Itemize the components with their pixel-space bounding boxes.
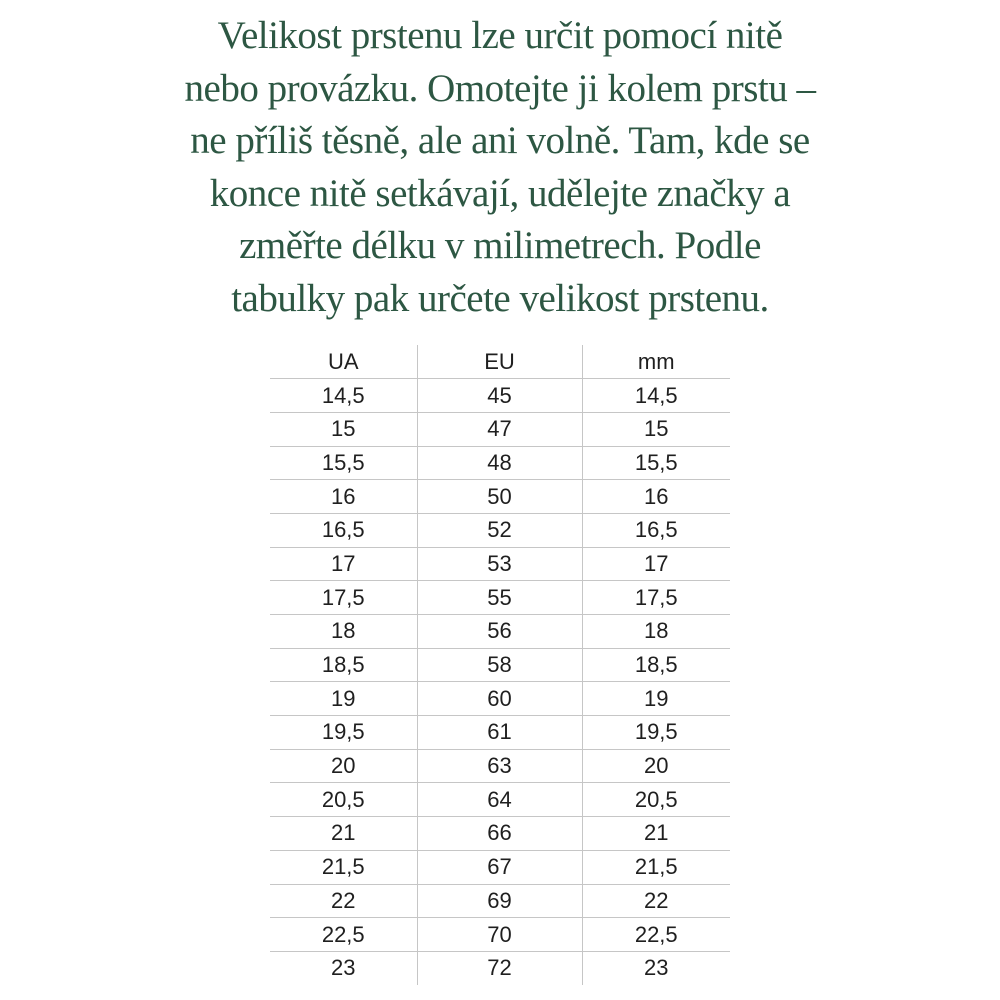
- table-cell: 52: [417, 513, 582, 547]
- table-header: [270, 345, 730, 379]
- ring-size-conversion-table: [270, 345, 730, 985]
- table-cell: 16: [582, 480, 730, 514]
- table-cell: 21: [270, 817, 417, 851]
- table-cell: 45: [417, 379, 582, 413]
- table-cell: 56: [417, 615, 582, 649]
- table-cell: 23: [270, 951, 417, 985]
- table-cell: 21,5: [582, 850, 730, 884]
- table-row: [270, 783, 730, 817]
- table-row: [270, 884, 730, 918]
- table-body: [270, 379, 730, 985]
- table-row: [270, 817, 730, 851]
- table-row: [270, 412, 730, 446]
- table-cell: 21: [582, 817, 730, 851]
- table-row: [270, 581, 730, 615]
- table-cell: 17: [270, 547, 417, 581]
- table-cell: 67: [417, 850, 582, 884]
- table-cell: 22: [582, 884, 730, 918]
- table-cell: 61: [417, 716, 582, 750]
- table-row: [270, 951, 730, 985]
- table-row: [270, 513, 730, 547]
- table-cell: 22: [270, 884, 417, 918]
- table-cell: 15: [582, 412, 730, 446]
- intro-line: konce nitě setkávají, udělejte značky a: [209, 171, 791, 215]
- intro-line: ne příliš těsně, ale ani volně. Tam, kde se: [190, 119, 810, 162]
- table-cell: 69: [417, 884, 582, 918]
- table-cell: 20: [582, 749, 730, 783]
- table-cell: 17,5: [582, 581, 730, 615]
- table-cell: 53: [417, 547, 582, 581]
- table-cell: 55: [417, 581, 582, 615]
- table-row: [270, 547, 730, 581]
- table-cell: 18: [270, 615, 417, 649]
- table-cell: 58: [417, 648, 582, 682]
- table-row: [270, 918, 730, 952]
- table-cell: 21,5: [270, 850, 417, 884]
- table-cell: 47: [417, 412, 582, 446]
- table-row: [270, 749, 730, 783]
- table-cell: 23: [644, 955, 669, 981]
- table-row: [270, 615, 730, 649]
- intro-line: Velikost prstenu lze určit pomocí nitě: [217, 14, 783, 57]
- table-cell: 15,5: [270, 446, 417, 480]
- table-row: [270, 716, 730, 750]
- table-cell: 18,5: [582, 648, 730, 682]
- table-cell: 16: [270, 480, 417, 514]
- table-row: [270, 480, 730, 514]
- table-cell: 72: [417, 951, 582, 985]
- intro-line: nebo provázku. Omotejte ji kolem prstu –: [184, 66, 816, 110]
- table-cell: 17,5: [270, 581, 417, 615]
- table-cell: 22,5: [582, 918, 730, 952]
- table-header-cell: mm: [582, 345, 730, 379]
- table-row: [270, 446, 730, 480]
- table-cell: 18: [582, 615, 730, 649]
- table-row: [270, 682, 730, 716]
- table-cell: 19,5: [270, 716, 417, 750]
- table-cell: 70: [417, 918, 582, 952]
- table-header-row: [270, 345, 730, 379]
- table-cell: 64: [417, 783, 582, 817]
- table-cell: 18,5: [270, 648, 417, 682]
- table-cell: 19,5: [582, 716, 730, 750]
- table-cell: 15: [270, 412, 417, 446]
- table-cell: 19: [270, 682, 417, 716]
- table-cell: 63: [417, 749, 582, 783]
- table-cell: 50: [417, 480, 582, 514]
- table-cell: 66: [417, 817, 582, 851]
- table-cell: 60: [417, 682, 582, 716]
- table-cell: 20,5: [270, 783, 417, 817]
- table-cell: 15,5: [582, 446, 730, 480]
- table-cell: 14,5: [582, 379, 730, 413]
- table-cell: 20,5: [582, 783, 730, 817]
- table-cell: 48: [417, 446, 582, 480]
- table-row: [270, 648, 730, 682]
- table-row: [270, 379, 730, 413]
- intro-line: tabulky pak určete velikost prstenu.: [231, 276, 769, 320]
- table-cell: 16,5: [582, 513, 730, 547]
- table-cell: 17: [582, 547, 730, 581]
- table-header-cell: EU: [417, 345, 582, 379]
- table-cell: 20: [270, 749, 417, 783]
- table-cell: 14,5: [270, 379, 417, 413]
- table-cell: 22,5: [270, 918, 417, 952]
- table-cell: 16,5: [270, 513, 417, 547]
- ring-size-instructions-text: [0, 10, 1000, 325]
- table-header-cell: UA: [270, 345, 417, 379]
- table-row: [270, 850, 730, 884]
- table-cell: 19: [582, 682, 730, 716]
- intro-line: změřte délku v milimetrech. Podle: [239, 224, 761, 267]
